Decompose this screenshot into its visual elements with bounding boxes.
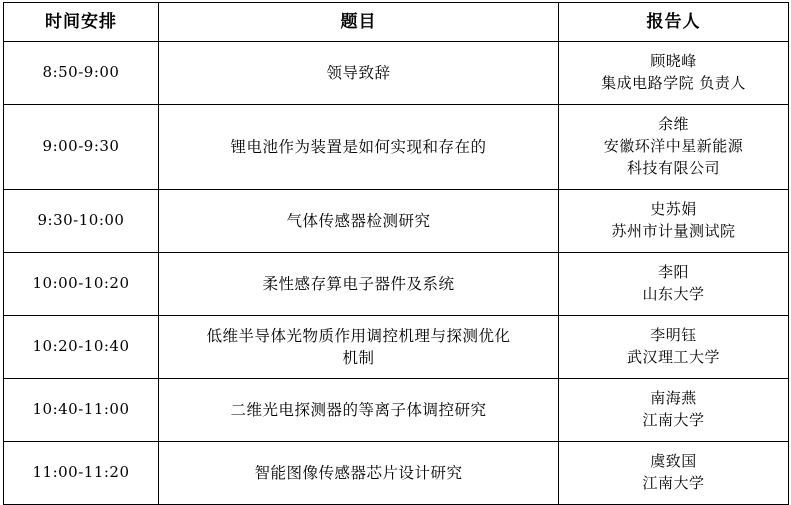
cell-title-line: 柔性感存算电子器件及系统 [262, 274, 455, 293]
cell-title-line: 二维光电探测器的等离子体调控研究 [230, 400, 487, 419]
table-row [4, 42, 789, 105]
cell-speaker-line: 南海燕 [650, 389, 697, 408]
cell-title-line: 锂电池作为装置是如何实现和存在的 [230, 137, 487, 156]
cell-speaker-line: 史苏娟 [650, 200, 697, 219]
cell-speaker-line: 江南大学 [642, 411, 705, 429]
table-body [4, 42, 789, 505]
table-row [4, 190, 789, 253]
cell-speaker-line: 山东大学 [642, 285, 705, 303]
column-header-time: 时间安排 [4, 3, 159, 42]
cell-speaker-line: 李明钰 [650, 326, 697, 345]
cell-time [4, 253, 159, 316]
cell-title [159, 379, 559, 442]
table-header-row [4, 3, 789, 42]
cell-title [159, 42, 559, 105]
cell-speaker-line: 武汉理工大学 [626, 348, 720, 366]
table-row [4, 253, 789, 316]
table-row [4, 105, 789, 190]
cell-speaker [559, 316, 789, 379]
cell-title-line: 智能图像传感器芯片设计研究 [254, 463, 463, 482]
cell-time [4, 442, 159, 505]
cell-speaker-line: 集成电路学院 负责人 [601, 74, 746, 92]
cell-speaker [559, 379, 789, 442]
cell-time-line: 10:20-10:40 [32, 337, 130, 356]
cell-time [4, 316, 159, 379]
table-row [4, 442, 789, 505]
cell-title-line: 低维半导体光物质作用调控机理与探测优化 [206, 326, 511, 345]
cell-title [159, 105, 559, 190]
cell-speaker [559, 105, 789, 190]
column-header-speaker: 报告人 [559, 3, 789, 42]
cell-speaker-line: 李阳 [657, 263, 689, 282]
cell-time-line: 9:00-9:30 [42, 137, 120, 156]
cell-speaker-line: 江南大学 [642, 474, 705, 492]
cell-title [159, 316, 559, 379]
cell-time-line: 10:00-10:20 [32, 274, 130, 293]
cell-speaker [559, 42, 789, 105]
cell-time [4, 190, 159, 253]
cell-speaker-line: 虞致国 [650, 452, 697, 471]
cell-speaker [559, 442, 789, 505]
table-row [4, 379, 789, 442]
cell-speaker [559, 190, 789, 253]
cell-speaker-line: 科技有限公司 [626, 158, 720, 177]
cell-speaker-line: 顾晓峰 [650, 52, 697, 71]
cell-time-line: 8:50-9:00 [42, 63, 120, 82]
cell-title-line: 机制 [342, 349, 375, 367]
cell-title-line: 气体传感器检测研究 [286, 211, 431, 230]
cell-title [159, 190, 559, 253]
cell-speaker [559, 253, 789, 316]
table-header [4, 3, 789, 42]
cell-title [159, 253, 559, 316]
cell-time-line: 10:40-11:00 [32, 400, 130, 419]
cell-title-line: 领导致辞 [326, 63, 391, 82]
cell-time [4, 379, 159, 442]
cell-time [4, 105, 159, 190]
cell-time-line: 11:00-11:20 [32, 463, 130, 482]
cell-speaker-line: 安徽环洋中星新能源 [603, 137, 744, 156]
agenda-table [3, 2, 789, 505]
cell-time [4, 42, 159, 105]
column-header-title: 题目 [159, 3, 559, 42]
cell-speaker-line: 余维 [657, 115, 689, 134]
cell-title [159, 442, 559, 505]
table-row [4, 316, 789, 379]
cell-time-line: 9:30-10:00 [37, 211, 125, 230]
cell-speaker-line: 苏州市计量测试院 [611, 222, 736, 240]
